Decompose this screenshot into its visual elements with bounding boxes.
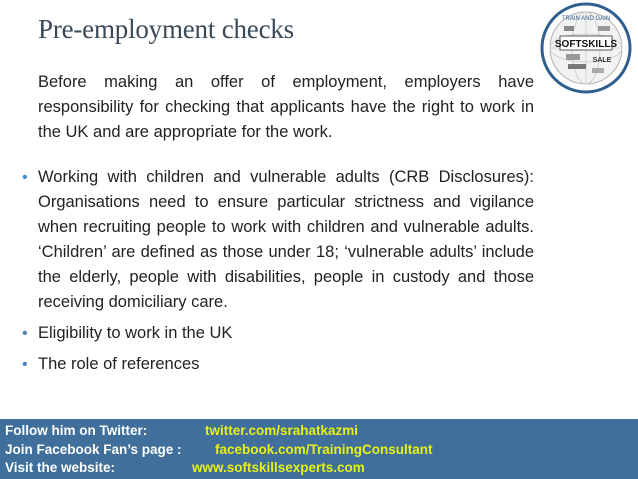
facebook-link[interactable]: facebook.com/TrainingConsultant: [215, 442, 433, 457]
logo-top-text: TRAIN AND GAIN: [561, 16, 611, 22]
footer-facebook-row: [5, 442, 433, 458]
bullet-list: [22, 165, 534, 383]
bullet-icon: •: [22, 169, 28, 186]
website-link[interactable]: www.softskillsexperts.com: [192, 460, 365, 475]
footer-website-row: [5, 460, 365, 476]
bullet-text: The role of references: [38, 355, 200, 373]
softskills-logo: [540, 2, 632, 94]
website-label: Visit the website:: [5, 460, 116, 475]
bullet-text: Eligibility to work in the UK: [38, 324, 233, 342]
intro-paragraph: Before making an offer of employment, employers have responsibility for checking that applicants have the right to work in the UK and are appropriate for the work.: [38, 73, 534, 141]
bullet-text: Working with children and vulnerable adults (CRB Disclosures): Organisations need to ensure particular strictness and vigilance when recruiting people to work with children and vulnerable adults. ‘Children’ are defined as those under 18; ‘vulnerable adults’ include the elderly, people with disabilities, people in custody and those receiving domiciliary care.: [38, 168, 534, 311]
bullet-item: [22, 165, 534, 315]
footer-banner: [0, 419, 638, 479]
bullet-item: [22, 352, 534, 377]
bullet-item: [22, 321, 534, 346]
bullet-icon: •: [22, 325, 28, 342]
logo-main-text: SOFTSKILLS: [554, 39, 618, 50]
twitter-label: Follow him on Twitter:: [5, 423, 148, 438]
twitter-link[interactable]: twitter.com/srahatkazmi: [205, 423, 359, 438]
facebook-label: Join Facebook Fan’s page :: [5, 442, 182, 457]
bullet-icon: •: [22, 356, 28, 373]
slide-title: Pre-employment checks: [38, 14, 294, 44]
footer-twitter-row: [5, 423, 359, 439]
logo-side-text: SALE: [592, 57, 612, 64]
